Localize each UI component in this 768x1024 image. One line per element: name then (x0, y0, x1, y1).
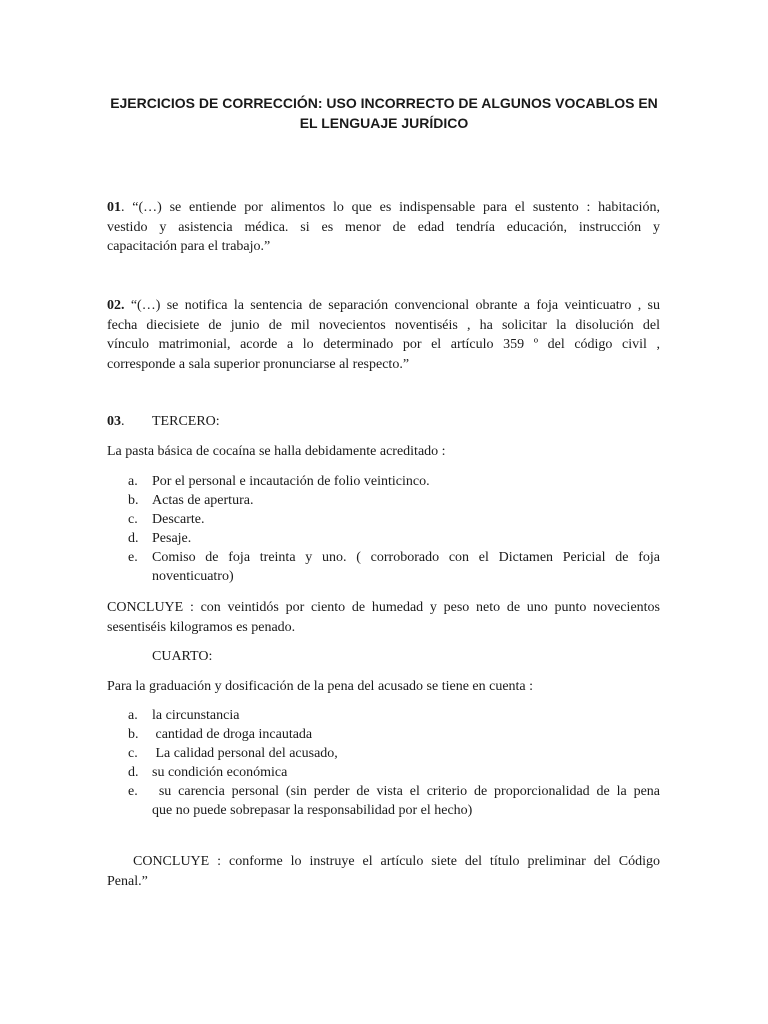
list-item-text: La calidad personal del acusado, (152, 746, 338, 761)
document-title-line-1: EJERCICIOS DE CORRECCIÓN: USO INCORRECTO DE ALGUNOS VOCABLOS EN (110, 95, 658, 111)
list-item (107, 744, 660, 763)
cuarto-concluye (107, 852, 660, 891)
exercise-02-number: 02. (107, 298, 125, 313)
list-item-text: Por el personal e incautación de folio veinticinco. (152, 474, 430, 489)
list-item (107, 706, 660, 725)
list-item-text: Comiso de foja treinta y uno. ( corroborado con el Dictamen Pericial de foja (152, 550, 660, 565)
list-item (107, 548, 660, 586)
list-item (107, 725, 660, 744)
exercise-02-line-2: fecha diecisiete de junio de mil novecientos noventiséis , ha solicitar la disolución del (107, 317, 660, 333)
exercise-02-paragraph (107, 296, 660, 374)
list-item-text-continuation: que no puede sobrepasar la responsabilidad por el hecho) (152, 803, 473, 818)
list-item-marker: a. (128, 474, 138, 489)
list-item-marker: c. (128, 746, 138, 761)
cuarto-intro: Para la graduación y dosificación de la pena del acusado se tiene en cuenta : (107, 679, 534, 694)
tercero-intro: La pasta básica de cocaína se halla debidamente acreditado : (107, 444, 446, 459)
list-item (107, 529, 660, 548)
list-item (107, 472, 660, 491)
tercero-concluye-line-1: CONCLUYE : con veintidós por ciento de humedad y peso neto de uno punto novecientos (107, 600, 660, 615)
exercise-03-number-suffix: . (121, 414, 125, 429)
exercise-01-line-3: capacitación para el trabajo.” (107, 239, 271, 254)
exercise-01-number: 01 (107, 200, 121, 215)
list-item-text: Descarte. (152, 512, 205, 527)
tercero-concluye-line-2: sesentiséis kilogramos es penado. (107, 619, 296, 635)
tercero-heading: TERCERO: (152, 414, 220, 429)
document-title-line-2: EL LENGUAJE JURÍDICO (299, 115, 469, 131)
list-item (107, 782, 660, 820)
tercero-list (107, 472, 660, 586)
list-item-marker: e. (128, 784, 138, 799)
cuarto-list (107, 706, 660, 820)
cuarto-concluye-line-1: CONCLUYE : conforme lo instruye el artículo siete del título preliminar del Código (133, 854, 660, 869)
exercise-02-line-1: “(…) se notifica la sentencia de separación convencional obrante a foja veinticuatro , su (124, 298, 660, 313)
list-item-marker: b. (128, 493, 139, 508)
exercise-01-line-2: vestido y asistencia médica. si es menor de edad tendría educación, instrucción y (107, 219, 660, 235)
exercise-02-line-3: vínculo matrimonial, acorde a lo determinado por el artículo 359 º del código civil , (107, 337, 660, 352)
list-item (107, 510, 660, 529)
exercise-01-paragraph (107, 198, 660, 257)
list-item (107, 763, 660, 782)
list-item-marker: d. (128, 765, 139, 780)
tercero-concluye (107, 598, 660, 637)
cuarto-concluye-line-2: Penal.” (107, 873, 148, 889)
list-item-marker: d. (128, 531, 139, 546)
list-item-text-continuation: noventicuatro) (152, 569, 234, 584)
exercise-03-heading-row (107, 412, 125, 432)
list-item-text: la circunstancia (152, 708, 240, 723)
cuarto-heading: CUARTO: (152, 649, 213, 664)
list-item (107, 491, 660, 510)
list-item-marker: c. (128, 512, 138, 527)
list-item-marker: e. (128, 550, 138, 565)
list-item-marker: a. (128, 708, 138, 723)
list-item-text: cantidad de droga incautada (152, 727, 313, 742)
list-item-text: su condición económica (152, 765, 288, 780)
list-item-marker: b. (128, 727, 139, 742)
exercise-01-line-1: . “(…) se entiende por alimentos lo que es indispensable para el sustento : habitación, (121, 200, 660, 215)
list-item-text: Actas de apertura. (152, 493, 254, 508)
list-item-text: su carencia personal (sin perder de vista el criterio de proporcionalidad de la pena (152, 784, 660, 799)
exercise-02-line-4: corresponde a sala superior pronunciarse al respecto.” (107, 356, 410, 372)
list-item-text: Pesaje. (152, 531, 192, 546)
document-title (100, 93, 668, 133)
exercise-03-number: 03 (107, 414, 121, 429)
